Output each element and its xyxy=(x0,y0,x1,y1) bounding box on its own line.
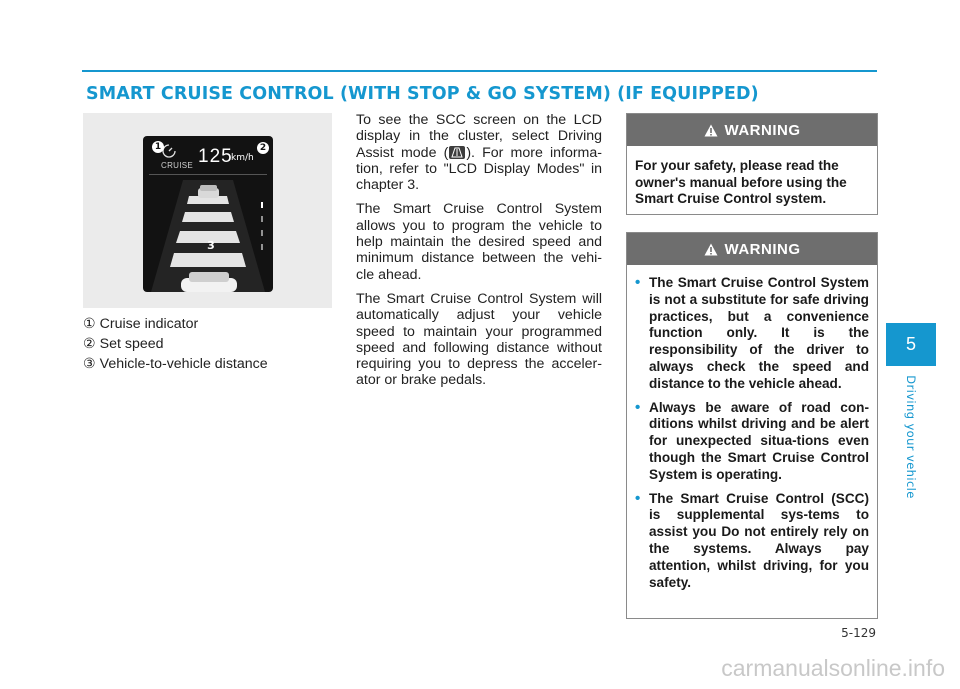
warning-item-text: The Smart Cruise Control (SCC) is supplemental sys-tems to assist you Do not entirely rely on the systems. Always pay attention, whilst driving, for you safety. xyxy=(649,490,869,590)
warning-box-manual xyxy=(626,113,878,215)
warning-triangle-icon xyxy=(704,124,718,137)
body-text xyxy=(356,112,602,397)
bullet-icon: • xyxy=(635,274,641,291)
callout-3: 3 xyxy=(207,239,215,252)
callout-2: 2 xyxy=(257,142,269,154)
paragraph-lcd-display-start: To see the SCC screen on the LCD display in the cluster, select Driving Assist mode ( xyxy=(356,112,602,161)
bullet-icon: • xyxy=(635,489,641,507)
warning-triangle-icon xyxy=(704,243,718,256)
bullet-icon: • xyxy=(635,398,641,416)
warning-label: WARNING xyxy=(724,240,801,258)
page-number: 5-129 xyxy=(841,626,876,640)
cluster-display xyxy=(143,136,273,292)
chapter-tab: 5 xyxy=(886,323,936,366)
warning-text: For your safety, please read the owner's manual before using the Smart Cruise Control system. xyxy=(635,158,847,207)
set-speed-unit: km/h xyxy=(231,153,254,163)
warning-box-scc xyxy=(626,232,878,619)
cluster-divider xyxy=(149,174,267,175)
chapter-label: Driving your vehicle xyxy=(904,375,918,499)
set-speed-value: 125 xyxy=(198,146,233,167)
paragraph-scc-program: The Smart Cruise Control System allows you to program the vehicle to help maintain the desired speed and minimum distance between the vehi-cle ahead. xyxy=(356,201,602,283)
warning-label: WARNING xyxy=(724,121,801,139)
warning-item xyxy=(635,400,869,484)
cluster-figure xyxy=(83,113,332,308)
warning-list xyxy=(635,275,869,591)
caption-cruise-indicator: ① Cruise indicator xyxy=(83,316,199,332)
figure-captions xyxy=(83,314,268,374)
warning-item-text: The Smart Cruise Control System is not a substitute for safe driving practices, but a convenience function only. It is the responsibility of the driver to always check the speed and distance to the vehicle ahead. xyxy=(649,275,869,391)
paragraph-scc-adjust: The Smart Cruise Control System will automatically adjust your vehicle speed to maintain your programmed speed and following distance without requiring you to depress the acceler-ator or brake pedals. xyxy=(356,290,602,389)
paragraph-lcd-display-end: ). For more informa-tion, refer to "LCD Display Modes" in chapter 3. xyxy=(356,144,602,194)
top-rule xyxy=(82,70,877,72)
warning-header xyxy=(627,233,877,265)
caption-distance: ③ Vehicle-to-vehicle distance xyxy=(83,356,268,372)
warning-header xyxy=(627,114,877,146)
watermark: carmanualsonline.info xyxy=(721,655,945,681)
callout-1: 1 xyxy=(152,141,164,153)
section-title: SMART CRUISE CONTROL (WITH STOP & GO SYSTEM) (IF EQUIPPED) xyxy=(86,84,759,104)
warning-item xyxy=(635,491,869,592)
cruise-mode-label: CRUISE xyxy=(161,161,194,170)
driving-assist-icon xyxy=(449,146,465,159)
warning-item xyxy=(635,275,869,393)
warning-item-text: Always be aware of road con-ditions whilst driving and be alert for unexpected situa-tions even though the Smart Cruise Control System is operating. xyxy=(649,399,869,482)
caption-set-speed: ② Set speed xyxy=(83,336,164,352)
paragraph-lcd-display xyxy=(356,112,602,193)
